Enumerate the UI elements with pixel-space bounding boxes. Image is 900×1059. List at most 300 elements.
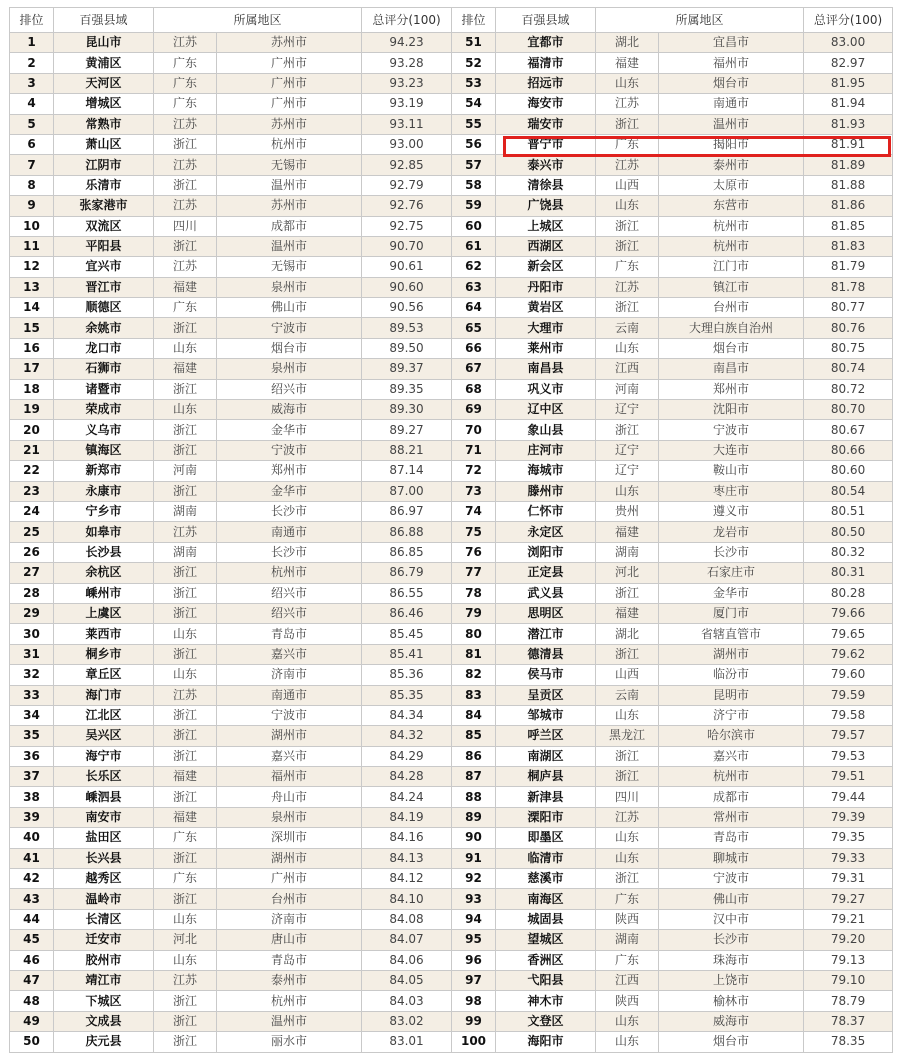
county-cell: 上虞区: [54, 603, 154, 623]
rank-cell: 42: [10, 869, 54, 889]
table-row: [10, 53, 893, 73]
score-cell: 92.75: [362, 216, 452, 236]
score-cell: 84.08: [362, 909, 452, 929]
county-cell: 潜江市: [496, 624, 596, 644]
header-rank: 排位: [452, 8, 496, 33]
county-cell: 宜兴市: [54, 257, 154, 277]
city-cell: 苏州市: [217, 196, 362, 216]
county-cell: 越秀区: [54, 869, 154, 889]
table-row: [10, 542, 893, 562]
score-cell: 81.94: [804, 94, 893, 114]
score-cell: 86.46: [362, 603, 452, 623]
county-cell: 莱西市: [54, 624, 154, 644]
score-cell: 80.28: [804, 583, 893, 603]
city-cell: 省辖直管市: [659, 624, 804, 644]
table-row: [10, 338, 893, 358]
city-cell: 金华市: [217, 481, 362, 501]
county-cell: 顺德区: [54, 298, 154, 318]
city-cell: 龙岩市: [659, 522, 804, 542]
rank-cell: 16: [10, 338, 54, 358]
city-cell: 泰州市: [217, 970, 362, 990]
province-cell: 山东: [154, 909, 217, 929]
province-cell: 河北: [596, 563, 659, 583]
rank-cell: 3: [10, 73, 54, 93]
county-cell: 侯马市: [496, 665, 596, 685]
score-cell: 80.74: [804, 359, 893, 379]
score-cell: 92.79: [362, 175, 452, 195]
rank-cell: 13: [10, 277, 54, 297]
score-cell: 94.23: [362, 33, 452, 53]
province-cell: 浙江: [596, 298, 659, 318]
table-row: [10, 216, 893, 236]
county-cell: 双流区: [54, 216, 154, 236]
city-cell: 威海市: [659, 1011, 804, 1031]
county-cell: 乐清市: [54, 175, 154, 195]
province-cell: 浙江: [154, 1011, 217, 1031]
county-cell: 弋阳县: [496, 970, 596, 990]
province-cell: 福建: [154, 767, 217, 787]
city-cell: 大理白族自治州: [659, 318, 804, 338]
rank-cell: 59: [452, 196, 496, 216]
county-cell: 新郑市: [54, 461, 154, 481]
province-cell: 山东: [596, 73, 659, 93]
city-cell: 杭州市: [659, 236, 804, 256]
city-cell: 温州市: [659, 114, 804, 134]
county-cell: 城固县: [496, 909, 596, 929]
province-cell: 浙江: [154, 889, 217, 909]
city-cell: 威海市: [217, 400, 362, 420]
rank-cell: 38: [10, 787, 54, 807]
score-cell: 84.12: [362, 869, 452, 889]
province-cell: 江苏: [596, 807, 659, 827]
score-cell: 84.16: [362, 828, 452, 848]
score-cell: 84.07: [362, 930, 452, 950]
table-row: [10, 196, 893, 216]
table-row: [10, 644, 893, 664]
score-cell: 79.58: [804, 705, 893, 725]
rank-cell: 33: [10, 685, 54, 705]
rank-cell: 5: [10, 114, 54, 134]
county-cell: 余杭区: [54, 563, 154, 583]
province-cell: 广东: [596, 257, 659, 277]
rank-cell: 36: [10, 746, 54, 766]
rank-cell: 6: [10, 134, 54, 154]
score-cell: 79.31: [804, 869, 893, 889]
city-cell: 珠海市: [659, 950, 804, 970]
city-cell: 泰州市: [659, 155, 804, 175]
city-cell: 绍兴市: [217, 379, 362, 399]
province-cell: 浙江: [154, 991, 217, 1011]
county-cell: 余姚市: [54, 318, 154, 338]
rank-cell: 7: [10, 155, 54, 175]
table-row: [10, 257, 893, 277]
table-row: [10, 563, 893, 583]
county-cell: 清徐县: [496, 175, 596, 195]
county-cell: 黄岩区: [496, 298, 596, 318]
province-cell: 浙江: [154, 726, 217, 746]
rank-cell: 90: [452, 828, 496, 848]
city-cell: 舟山市: [217, 787, 362, 807]
city-cell: 石家庄市: [659, 563, 804, 583]
rank-cell: 63: [452, 277, 496, 297]
score-cell: 90.60: [362, 277, 452, 297]
score-cell: 79.53: [804, 746, 893, 766]
table-row: [10, 236, 893, 256]
city-cell: 苏州市: [217, 114, 362, 134]
score-cell: 79.39: [804, 807, 893, 827]
county-cell: 南昌县: [496, 359, 596, 379]
city-cell: 杭州市: [217, 563, 362, 583]
score-cell: 80.60: [804, 461, 893, 481]
score-cell: 80.31: [804, 563, 893, 583]
province-cell: 江西: [596, 970, 659, 990]
province-cell: 江苏: [154, 685, 217, 705]
province-cell: 浙江: [154, 481, 217, 501]
province-cell: 浙江: [596, 420, 659, 440]
province-cell: 山西: [596, 665, 659, 685]
county-cell: 江阴市: [54, 155, 154, 175]
rank-cell: 73: [452, 481, 496, 501]
score-cell: 80.75: [804, 338, 893, 358]
rank-cell: 97: [452, 970, 496, 990]
city-cell: 青岛市: [217, 950, 362, 970]
province-cell: 河南: [154, 461, 217, 481]
city-cell: 台州市: [217, 889, 362, 909]
province-cell: 浙江: [596, 236, 659, 256]
city-cell: 宜昌市: [659, 33, 804, 53]
rank-cell: 1: [10, 33, 54, 53]
rank-cell: 21: [10, 440, 54, 460]
county-cell: 常熟市: [54, 114, 154, 134]
rank-cell: 67: [452, 359, 496, 379]
city-cell: 福州市: [217, 767, 362, 787]
city-cell: 常州市: [659, 807, 804, 827]
score-cell: 86.79: [362, 563, 452, 583]
rank-cell: 92: [452, 869, 496, 889]
rank-cell: 53: [452, 73, 496, 93]
city-cell: 佛山市: [217, 298, 362, 318]
county-cell: 盐田区: [54, 828, 154, 848]
score-cell: 87.00: [362, 481, 452, 501]
score-cell: 80.70: [804, 400, 893, 420]
county-cell: 香洲区: [496, 950, 596, 970]
city-cell: 临汾市: [659, 665, 804, 685]
county-cell: 呼兰区: [496, 726, 596, 746]
rank-cell: 58: [452, 175, 496, 195]
score-cell: 80.76: [804, 318, 893, 338]
city-cell: 青岛市: [217, 624, 362, 644]
province-cell: 河南: [596, 379, 659, 399]
score-cell: 82.97: [804, 53, 893, 73]
county-cell: 辽中区: [496, 400, 596, 420]
province-cell: 云南: [596, 318, 659, 338]
province-cell: 浙江: [154, 236, 217, 256]
county-cell: 滕州市: [496, 481, 596, 501]
rank-cell: 84: [452, 705, 496, 725]
score-cell: 79.62: [804, 644, 893, 664]
province-cell: 浙江: [596, 644, 659, 664]
city-cell: 无锡市: [217, 257, 362, 277]
rank-cell: 91: [452, 848, 496, 868]
table-row: [10, 889, 893, 909]
city-cell: 温州市: [217, 1011, 362, 1031]
province-cell: 浙江: [154, 746, 217, 766]
rank-cell: 41: [10, 848, 54, 868]
rank-cell: 52: [452, 53, 496, 73]
score-cell: 79.60: [804, 665, 893, 685]
province-cell: 山东: [154, 400, 217, 420]
city-cell: 杭州市: [217, 134, 362, 154]
province-cell: 河北: [154, 930, 217, 950]
header-score: 总评分(100): [804, 8, 893, 33]
province-cell: 江苏: [596, 277, 659, 297]
rank-cell: 4: [10, 94, 54, 114]
rank-cell: 89: [452, 807, 496, 827]
table-row: [10, 909, 893, 929]
table-row: [10, 522, 893, 542]
rank-cell: 19: [10, 400, 54, 420]
county-cell: 诸暨市: [54, 379, 154, 399]
city-cell: 长沙市: [217, 542, 362, 562]
table-row: [10, 420, 893, 440]
county-cell: 天河区: [54, 73, 154, 93]
score-cell: 89.30: [362, 400, 452, 420]
table-row: [10, 175, 893, 195]
county-cell: 文登区: [496, 1011, 596, 1031]
score-cell: 79.20: [804, 930, 893, 950]
score-cell: 93.28: [362, 53, 452, 73]
score-cell: 79.65: [804, 624, 893, 644]
province-cell: 福建: [596, 522, 659, 542]
province-cell: 浙江: [154, 1032, 217, 1052]
province-cell: 广东: [154, 828, 217, 848]
county-cell: 上城区: [496, 216, 596, 236]
score-cell: 93.19: [362, 94, 452, 114]
rank-cell: 99: [452, 1011, 496, 1031]
province-cell: 四川: [596, 787, 659, 807]
rank-cell: 70: [452, 420, 496, 440]
table-row: [10, 930, 893, 950]
table-row: [10, 114, 893, 134]
score-cell: 89.27: [362, 420, 452, 440]
rank-cell: 55: [452, 114, 496, 134]
province-cell: 湖南: [596, 930, 659, 950]
county-cell: 海宁市: [54, 746, 154, 766]
city-cell: 嘉兴市: [217, 746, 362, 766]
county-cell: 南海区: [496, 889, 596, 909]
county-cell: 胶州市: [54, 950, 154, 970]
province-cell: 湖北: [596, 33, 659, 53]
province-cell: 浙江: [596, 216, 659, 236]
province-cell: 湖南: [154, 542, 217, 562]
province-cell: 福建: [154, 807, 217, 827]
rank-cell: 17: [10, 359, 54, 379]
rank-cell: 100: [452, 1032, 496, 1052]
score-cell: 81.78: [804, 277, 893, 297]
score-cell: 83.02: [362, 1011, 452, 1031]
table-row: [10, 298, 893, 318]
rank-cell: 26: [10, 542, 54, 562]
score-cell: 78.37: [804, 1011, 893, 1031]
city-cell: 厦门市: [659, 603, 804, 623]
county-cell: 如皋市: [54, 522, 154, 542]
province-cell: 浙江: [154, 583, 217, 603]
city-cell: 宁波市: [659, 420, 804, 440]
province-cell: 浙江: [154, 603, 217, 623]
score-cell: 93.23: [362, 73, 452, 93]
header-row: [10, 8, 893, 33]
county-cell: 迁安市: [54, 930, 154, 950]
rank-cell: 44: [10, 909, 54, 929]
rank-cell: 85: [452, 726, 496, 746]
province-cell: 陕西: [596, 909, 659, 929]
score-cell: 81.83: [804, 236, 893, 256]
province-cell: 福建: [596, 603, 659, 623]
province-cell: 山东: [154, 624, 217, 644]
province-cell: 浙江: [154, 563, 217, 583]
county-cell: 永康市: [54, 481, 154, 501]
province-cell: 山东: [154, 950, 217, 970]
province-cell: 山东: [596, 481, 659, 501]
rank-cell: 22: [10, 461, 54, 481]
rank-cell: 49: [10, 1011, 54, 1031]
county-cell: 下城区: [54, 991, 154, 1011]
province-cell: 福建: [596, 53, 659, 73]
city-cell: 杭州市: [659, 216, 804, 236]
score-cell: 80.54: [804, 481, 893, 501]
city-cell: 揭阳市: [659, 134, 804, 154]
table-row: [10, 767, 893, 787]
rank-cell: 15: [10, 318, 54, 338]
score-cell: 81.89: [804, 155, 893, 175]
city-cell: 广州市: [217, 53, 362, 73]
score-cell: 79.10: [804, 970, 893, 990]
province-cell: 山东: [596, 828, 659, 848]
score-cell: 84.13: [362, 848, 452, 868]
city-cell: 杭州市: [217, 991, 362, 1011]
table-row: [10, 828, 893, 848]
county-cell: 丹阳市: [496, 277, 596, 297]
rank-cell: 45: [10, 930, 54, 950]
province-cell: 福建: [154, 277, 217, 297]
score-cell: 93.00: [362, 134, 452, 154]
county-cell: 江北区: [54, 705, 154, 725]
province-cell: 浙江: [154, 848, 217, 868]
province-cell: 广东: [154, 94, 217, 114]
score-cell: 92.76: [362, 196, 452, 216]
province-cell: 贵州: [596, 501, 659, 521]
score-cell: 81.93: [804, 114, 893, 134]
province-cell: 江苏: [154, 196, 217, 216]
province-cell: 浙江: [596, 746, 659, 766]
county-cell: 嵊州市: [54, 583, 154, 603]
province-cell: 浙江: [154, 705, 217, 725]
rank-cell: 39: [10, 807, 54, 827]
province-cell: 山东: [596, 705, 659, 725]
score-cell: 84.29: [362, 746, 452, 766]
rank-cell: 80: [452, 624, 496, 644]
county-cell: 正定县: [496, 563, 596, 583]
score-cell: 89.37: [362, 359, 452, 379]
county-cell: 永定区: [496, 522, 596, 542]
city-cell: 广州市: [217, 73, 362, 93]
rank-cell: 74: [452, 501, 496, 521]
score-cell: 86.88: [362, 522, 452, 542]
province-cell: 浙江: [596, 869, 659, 889]
rank-cell: 79: [452, 603, 496, 623]
county-cell: 南安市: [54, 807, 154, 827]
province-cell: 辽宁: [596, 400, 659, 420]
province-cell: 浙江: [154, 134, 217, 154]
city-cell: 佛山市: [659, 889, 804, 909]
table-row: [10, 481, 893, 501]
province-cell: 浙江: [154, 644, 217, 664]
city-cell: 苏州市: [217, 33, 362, 53]
city-cell: 宁波市: [659, 869, 804, 889]
province-cell: 山东: [596, 338, 659, 358]
county-cell: 福清市: [496, 53, 596, 73]
county-cell: 龙口市: [54, 338, 154, 358]
city-cell: 长沙市: [659, 542, 804, 562]
county-cell: 吴兴区: [54, 726, 154, 746]
county-cell: 靖江市: [54, 970, 154, 990]
score-cell: 79.44: [804, 787, 893, 807]
score-cell: 86.85: [362, 542, 452, 562]
score-cell: 84.10: [362, 889, 452, 909]
province-cell: 江苏: [154, 155, 217, 175]
city-cell: 宁波市: [217, 318, 362, 338]
rank-cell: 23: [10, 481, 54, 501]
score-cell: 81.79: [804, 257, 893, 277]
rank-cell: 56: [452, 134, 496, 154]
score-cell: 79.27: [804, 889, 893, 909]
table-row: [10, 461, 893, 481]
score-cell: 84.19: [362, 807, 452, 827]
table-row: [10, 379, 893, 399]
table-row: [10, 440, 893, 460]
county-cell: 溧阳市: [496, 807, 596, 827]
score-cell: 83.00: [804, 33, 893, 53]
county-cell: 黄浦区: [54, 53, 154, 73]
city-cell: 唐山市: [217, 930, 362, 950]
county-cell: 长兴县: [54, 848, 154, 868]
rank-cell: 75: [452, 522, 496, 542]
province-cell: 四川: [154, 216, 217, 236]
score-cell: 84.34: [362, 705, 452, 725]
score-cell: 88.21: [362, 440, 452, 460]
city-cell: 长沙市: [659, 930, 804, 950]
rank-cell: 93: [452, 889, 496, 909]
province-cell: 江苏: [154, 114, 217, 134]
province-cell: 江苏: [154, 33, 217, 53]
city-cell: 南昌市: [659, 359, 804, 379]
city-cell: 丽水市: [217, 1032, 362, 1052]
province-cell: 广东: [154, 53, 217, 73]
province-cell: 山东: [596, 848, 659, 868]
county-cell: 庄河市: [496, 440, 596, 460]
city-cell: 上饶市: [659, 970, 804, 990]
rank-cell: 77: [452, 563, 496, 583]
county-cell: 增城区: [54, 94, 154, 114]
province-cell: 江苏: [154, 522, 217, 542]
table-row: [10, 848, 893, 868]
rank-cell: 60: [452, 216, 496, 236]
table-row: [10, 705, 893, 725]
ranking-table: [9, 7, 893, 1053]
score-cell: 80.77: [804, 298, 893, 318]
county-cell: 思明区: [496, 603, 596, 623]
county-cell: 文成县: [54, 1011, 154, 1031]
